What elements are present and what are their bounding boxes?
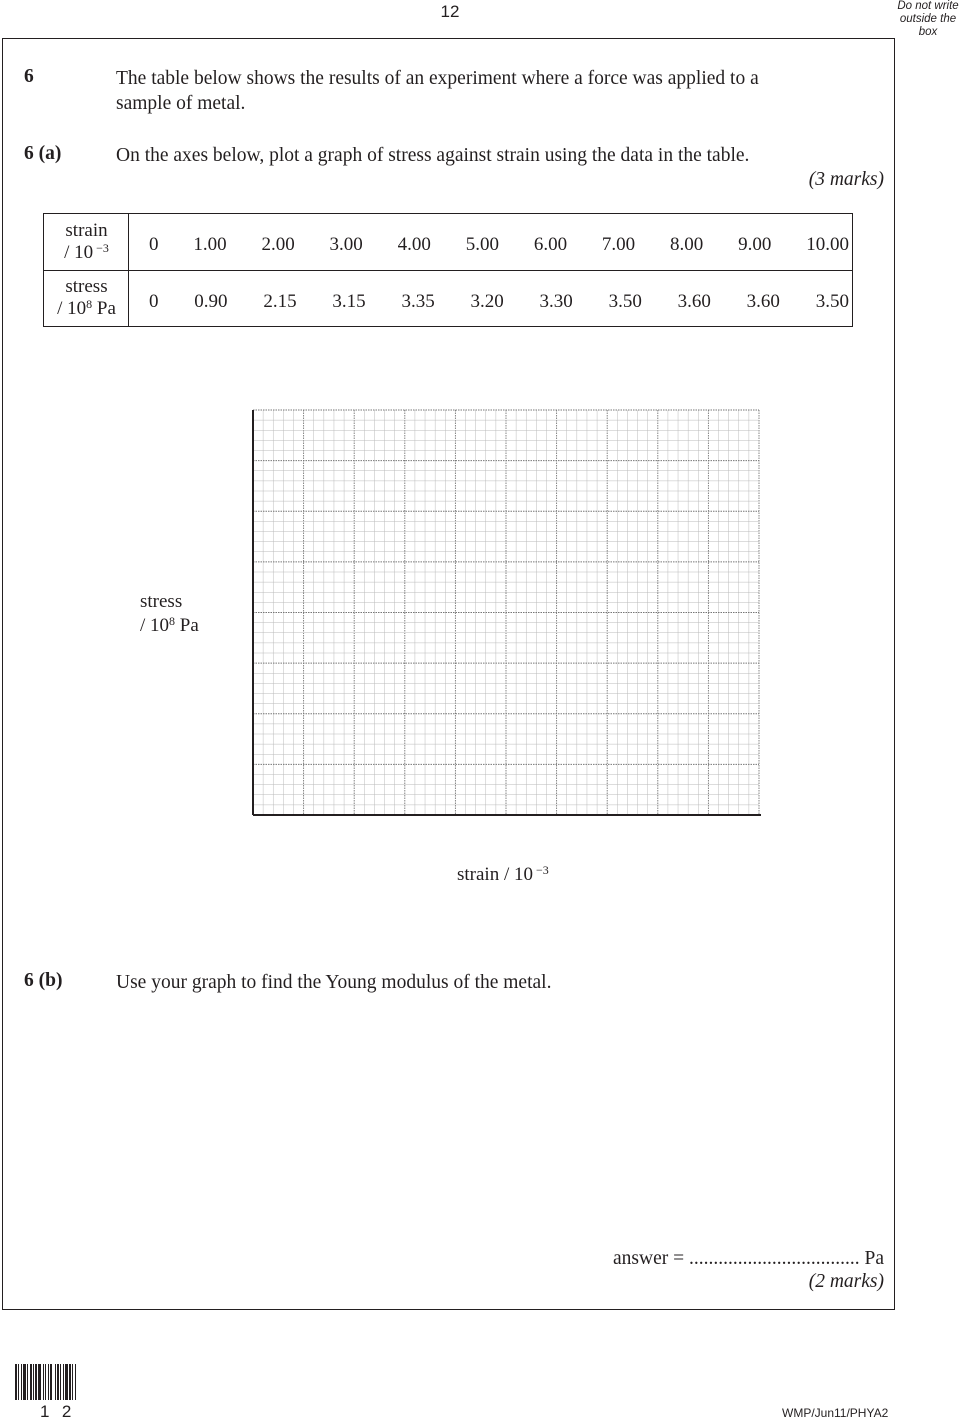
table-cell: 3.35: [401, 291, 435, 312]
data-table: [43, 213, 853, 327]
table-cell: 10.00: [806, 234, 849, 255]
barcode-bar: [48, 1364, 49, 1400]
barcode-bar: [60, 1364, 61, 1400]
table-cell: 3.15: [332, 291, 366, 312]
table-cell: 0: [149, 291, 159, 312]
barcode-bar: [38, 1364, 41, 1400]
barcode-bar: [43, 1364, 44, 1400]
barcode-bar: [72, 1364, 73, 1400]
barcode-bar: [57, 1364, 59, 1400]
barcode-bar: [69, 1364, 71, 1400]
question-intro-line-2: sample of metal.: [116, 93, 246, 114]
stress-row-header-name: stress: [65, 276, 108, 297]
barcode-bar: [75, 1364, 76, 1400]
question-intro-line-1: The table below shows the results of an experiment where a force was applied to a: [116, 68, 759, 89]
question-number: 6: [24, 66, 34, 87]
table-cell: 9.00: [738, 234, 772, 255]
barcode-bar: [15, 1364, 17, 1400]
barcode-bar: [55, 1364, 56, 1400]
table-cell: 5.00: [465, 234, 499, 255]
part-a-text: On the axes below, plot a graph of stress against strain using the data in the table.: [116, 145, 750, 166]
table-cell: 3.00: [329, 234, 363, 255]
graph-paper[interactable]: [250, 409, 762, 819]
barcode-bar: [33, 1364, 34, 1400]
strain-row-header: [44, 220, 129, 264]
barcode-bar: [23, 1364, 26, 1400]
stress-values-row: [149, 291, 849, 315]
strain-values-row: [149, 234, 849, 258]
y-axis-label-name: stress: [140, 591, 183, 612]
table-cell: 6.00: [533, 234, 568, 255]
part-b-text: Use your graph to find the Young modulus of the metal.: [116, 972, 552, 993]
part-a-marks: (3 marks): [808, 169, 884, 190]
table-cell: 2.00: [261, 234, 295, 255]
barcode-bar: [30, 1364, 32, 1400]
margin-note-line-1: Do not write: [897, 0, 959, 12]
table-cell: 0: [149, 234, 159, 255]
answer-unit: Pa: [859, 1248, 884, 1269]
table-row-separator: [44, 270, 852, 271]
part-b-label: 6 (b): [24, 970, 63, 991]
x-axis-label: strain / 10 $^{-3}$: [457, 863, 549, 885]
strain-row-header-name: strain: [65, 220, 108, 241]
page-number: 12: [440, 2, 460, 21]
stress-row-header-unit: / $10^8$ Pa: [57, 297, 116, 319]
table-cell: 3.20: [470, 291, 504, 312]
table-cell: 3.50: [608, 291, 642, 312]
part-a-label: 6 (a): [24, 143, 62, 164]
part-b-marks: (2 marks): [808, 1271, 884, 1292]
barcode-digits: 1 2: [40, 1402, 73, 1421]
barcode-icon: [15, 1364, 101, 1404]
table-cell: 0.90: [194, 291, 228, 312]
barcode-bar: [21, 1364, 22, 1400]
strain-row-header-unit: / 10 $^{-3}$: [64, 241, 109, 263]
answer-field[interactable]: ...................................: [689, 1248, 860, 1269]
table-cell: 1.00: [193, 234, 227, 255]
barcode-bar: [45, 1364, 46, 1400]
barcode-bar: [63, 1364, 64, 1400]
margin-note: [896, 0, 960, 39]
barcode-bar: [65, 1364, 68, 1400]
table-cell: 3.60: [746, 291, 780, 312]
barcode-bar: [27, 1364, 28, 1400]
table-cell: 8.00: [670, 234, 704, 255]
table-cell: 3.30: [539, 291, 573, 312]
table-cell: 3.60: [677, 291, 711, 312]
answer-prefix: answer =: [613, 1248, 689, 1269]
y-axis-label: [140, 590, 220, 638]
barcode-bar: [18, 1364, 19, 1400]
margin-note-line-2: outside the: [899, 13, 957, 25]
question-intro: [116, 66, 876, 116]
table-cell: 4.00: [397, 234, 431, 255]
table-cell: 2.15: [263, 291, 297, 312]
margin-note-line-3: box: [918, 26, 938, 38]
answer-line: [500, 1246, 884, 1271]
table-cell: 7.00: [601, 234, 636, 255]
paper-code: WMP/Jun11/PHYA2: [782, 1406, 889, 1420]
table-cell: 3.50: [815, 291, 849, 312]
y-axis-label-unit: / $10^8$ Pa: [140, 614, 199, 636]
barcode-bar: [50, 1364, 52, 1400]
stress-row-header: [44, 276, 129, 320]
barcode-bar: [35, 1364, 37, 1400]
